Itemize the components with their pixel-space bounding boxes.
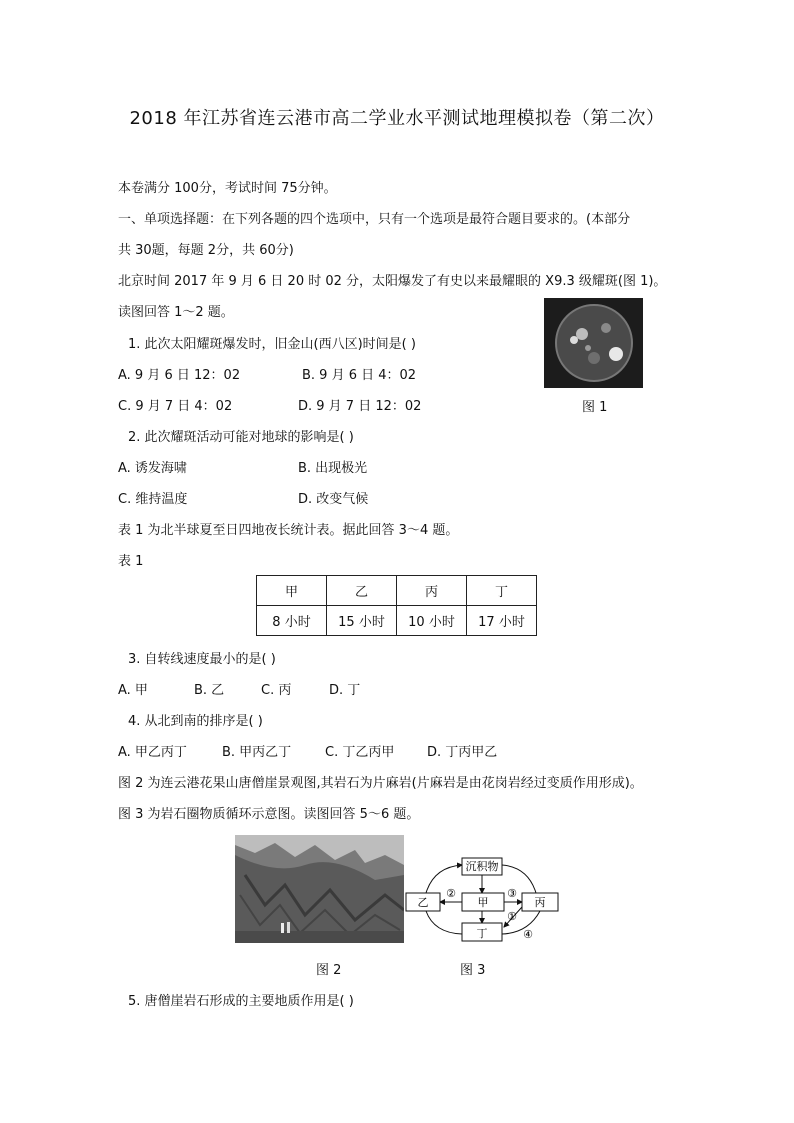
q4-option-d: D. 丁丙甲乙 — [427, 745, 498, 760]
process-2-label: ② — [446, 887, 456, 900]
q3-option-b: B. 乙 — [194, 683, 225, 698]
q1-option-d: D. 9 月 7 日 12：02 — [298, 399, 422, 414]
context-night-length: 表 1 为北半球夏至日四地夜长统计表。据此回答 3～4 题。 — [118, 523, 459, 538]
rock-ding-label: 丁 — [476, 927, 488, 940]
arrow-bottom-to-left — [426, 911, 462, 934]
rock-bing-label: 丙 — [534, 896, 546, 909]
table-cell: 15 小时 — [327, 606, 397, 636]
table-header-row — [257, 576, 537, 606]
table-header-cell: 丙 — [397, 576, 467, 606]
question-3-stem: 3. 自转线速度最小的是( ) — [128, 652, 276, 667]
table-header-cell: 甲 — [257, 576, 327, 606]
process-1-label: ① — [507, 910, 517, 923]
question-4-stem: 4. 从北到南的排序是( ) — [128, 714, 263, 729]
section-instruction: 一、单项选择题：在下列各题的四个选项中，只有一个选项是最符合题目要求的。(本部分 — [118, 212, 631, 227]
q4-option-b: B. 甲丙乙丁 — [222, 745, 292, 760]
figure-2-caption: 图 2 — [316, 963, 342, 978]
question-2-stem: 2. 此次耀斑活动可能对地球的影响是( ) — [128, 430, 354, 445]
cliff-landscape-image — [235, 835, 404, 943]
q1-option-b: B. 9 月 6 日 4：02 — [302, 368, 417, 383]
process-3-label: ③ — [507, 887, 517, 900]
context-rock-cycle: 图 2 为连云港花果山唐僧崖景观图,其岩石为片麻岩(片麻岩是由花岗岩经过变质作用形成)。 — [118, 776, 643, 791]
table-cell: 10 小时 — [397, 606, 467, 636]
figure-3-caption: 图 3 — [460, 963, 486, 978]
question-1-stem: 1. 此次太阳耀斑爆发时，旧金山(西八区)时间是( ) — [128, 337, 416, 352]
rock-jia-label: 甲 — [477, 896, 489, 909]
q1-option-c: C. 9 月 7 日 4：02 — [118, 399, 233, 414]
q3-option-a: A. 甲 — [118, 683, 148, 698]
q1-option-a: A. 9 月 6 日 12：02 — [118, 368, 241, 383]
context-solar-flare: 北京时间 2017 年 9 月 6 日 20 时 02 分，太阳爆发了有史以来最耀眼的 X9.3 级耀斑(图 1)。 — [118, 274, 667, 289]
table-header-cell: 丁 — [467, 576, 537, 606]
sun-photo-graphic — [544, 298, 643, 388]
table-cell: 17 小时 — [467, 606, 537, 636]
table-cell: 8 小时 — [257, 606, 327, 636]
rock-yi-label: 乙 — [417, 896, 429, 909]
question-5-stem: 5. 唐僧崖岩石形成的主要地质作用是( ) — [128, 994, 354, 1009]
solar-flare-image — [544, 298, 643, 388]
q2-option-a: A. 诱发海啸 — [118, 461, 187, 476]
exam-intro: 本卷满分 100分，考试时间 75分钟。 — [118, 181, 337, 196]
section-instruction-cont: 共 30题，每题 2分，共 60分) — [118, 243, 294, 258]
arrow-left-to-sediment — [426, 865, 462, 893]
process-4-label: ④ — [523, 928, 533, 941]
table-row — [257, 606, 537, 636]
q4-option-a: A. 甲乙丙丁 — [118, 745, 187, 760]
q3-option-c: C. 丙 — [261, 683, 292, 698]
rock-cycle-diagram — [404, 855, 560, 947]
cliff-photo-graphic — [235, 835, 404, 943]
table-header-cell: 乙 — [327, 576, 397, 606]
q2-option-c: C. 维持温度 — [118, 492, 188, 507]
sediment-label: 沉积物 — [465, 860, 499, 873]
figure-1-caption: 图 1 — [582, 400, 608, 415]
page-title: 2018 年江苏省连云港市高二学业水平测试地理模拟卷（第二次） — [129, 108, 665, 129]
context-rock-cycle-cont: 图 3 为岩石圈物质循环示意图。读图回答 5～6 题。 — [118, 807, 420, 822]
q4-option-c: C. 丁乙丙甲 — [325, 745, 395, 760]
q2-option-d: D. 改变气候 — [298, 492, 369, 507]
q2-option-b: B. 出现极光 — [298, 461, 368, 476]
context-solar-flare-cont: 读图回答 1～2 题。 — [118, 305, 234, 320]
q3-option-d: D. 丁 — [329, 683, 361, 698]
table-1-label: 表 1 — [118, 554, 144, 569]
night-length-table — [256, 575, 537, 636]
